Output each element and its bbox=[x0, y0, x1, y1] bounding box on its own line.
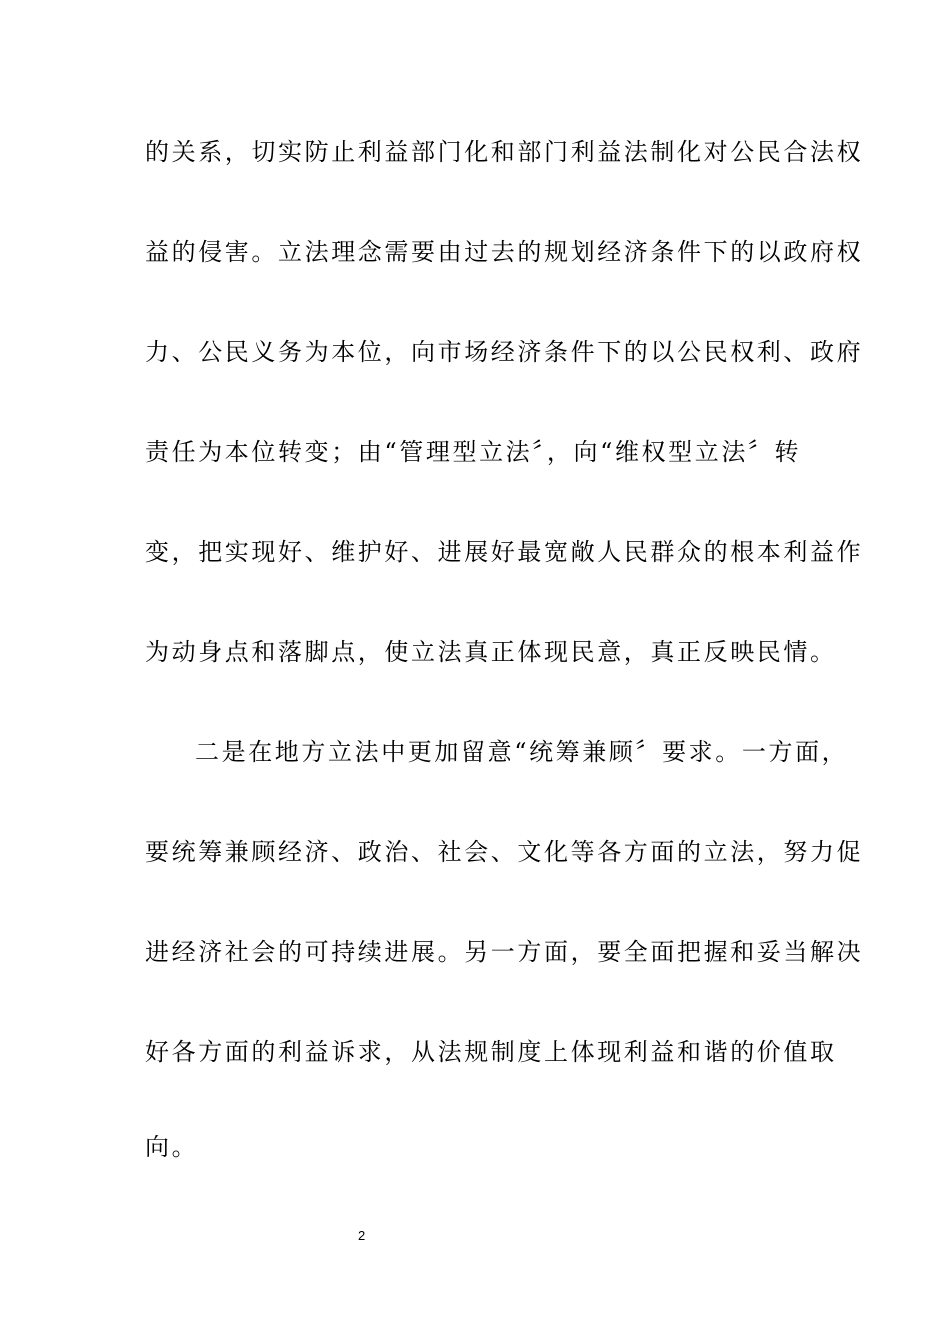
text-line: 为动身点和落脚点，使立法真正体现民意，真正反映民情。 bbox=[145, 638, 837, 666]
text-line: 变，把实现好、维护好、进展好最宽敞人民群众的根本利益作 bbox=[145, 538, 864, 566]
text-line: 进经济社会的可持续进展。另一方面，要全面把握和妥当解决 bbox=[145, 938, 864, 966]
page-number: 2 bbox=[358, 1228, 366, 1243]
paragraph-start-line: 二是在地方立法中更加留意“统筹兼顾〞要求。一方面， bbox=[195, 738, 849, 766]
text-line: 的关系，切实防止利益部门化和部门利益法制化对公民合法权 bbox=[145, 138, 864, 166]
text-line: 力、公民义务为本位，向市场经济条件下的以公民权利、政府 bbox=[145, 338, 864, 366]
text-line: 益的侵害。立法理念需要由过去的规划经济条件下的以政府权 bbox=[145, 238, 864, 266]
text-line: 好各方面的利益诉求，从法规制度上体现利益和谐的价值取 bbox=[145, 1038, 837, 1066]
text-line: 要统筹兼顾经济、政治、社会、文化等各方面的立法，努力促 bbox=[145, 838, 864, 866]
text-line: 责任为本位转变；由“管理型立法〞，向“维权型立法〞转 bbox=[145, 438, 802, 466]
text-line: 向。 bbox=[145, 1133, 199, 1161]
